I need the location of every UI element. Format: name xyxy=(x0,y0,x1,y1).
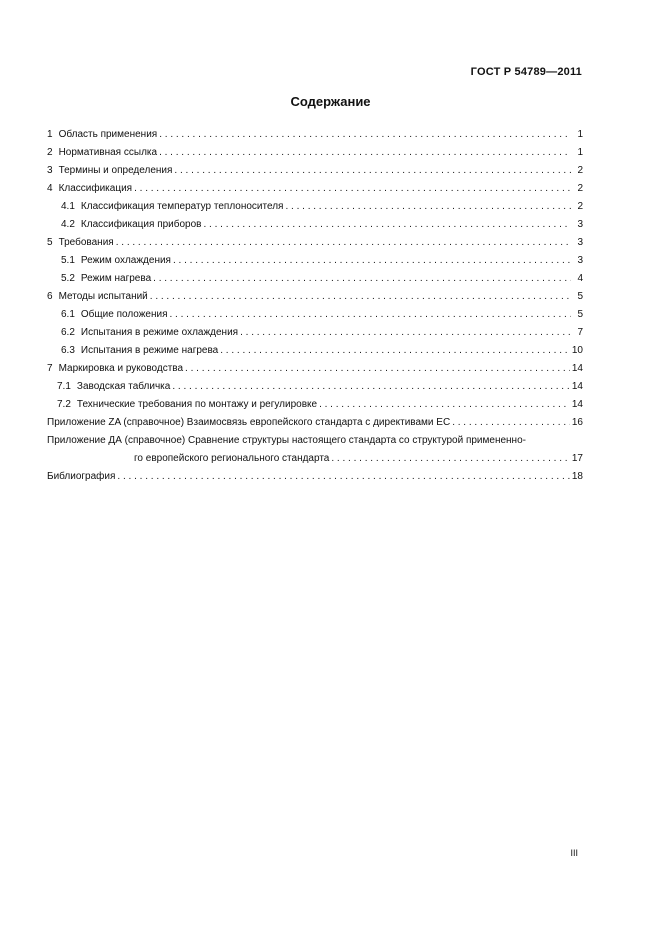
toc-label: Режим нагрева xyxy=(80,273,152,284)
toc-page: 7 xyxy=(577,327,583,338)
toc-entry-4-2[interactable] xyxy=(47,216,583,234)
leader-dots xyxy=(240,324,571,342)
toc-page: 14 xyxy=(571,381,583,392)
toc-number: 6 xyxy=(47,291,53,302)
toc-number: 1 xyxy=(47,129,53,140)
leader-dots xyxy=(170,306,572,324)
toc-number: 4.1 xyxy=(61,201,75,212)
toc-bibliography[interactable] xyxy=(47,468,583,486)
toc-appendix-da[interactable] xyxy=(47,432,583,468)
toc-page: 3 xyxy=(577,237,583,248)
toc-entry-6-3[interactable] xyxy=(47,342,583,360)
toc-page: 10 xyxy=(571,345,583,356)
toc-number: 7 xyxy=(47,363,53,374)
toc-page: 1 xyxy=(577,129,583,140)
toc-number: 6.3 xyxy=(61,345,75,356)
toc-entry-6-2[interactable] xyxy=(47,324,583,342)
leader-dots xyxy=(331,450,570,468)
toc-entry-7-2[interactable] xyxy=(47,396,583,414)
leader-dots xyxy=(174,162,571,180)
leader-dots xyxy=(203,216,571,234)
toc-page: 2 xyxy=(577,165,583,176)
toc-number: 7.1 xyxy=(57,381,71,392)
table-of-contents xyxy=(47,126,583,486)
toc-page: 4 xyxy=(577,273,583,284)
leader-dots xyxy=(153,270,571,288)
leader-dots xyxy=(150,288,571,306)
leader-dots xyxy=(159,126,571,144)
toc-entry-7-1[interactable] xyxy=(47,378,583,396)
toc-label: Приложение ZA (справочное) Взаимосвязь европейского стандарта с директивами ЕС xyxy=(47,417,451,428)
toc-label: Классификация xyxy=(58,183,133,194)
leader-dots xyxy=(159,144,571,162)
toc-label: Испытания в режиме нагрева xyxy=(80,345,219,356)
toc-label: Требования xyxy=(58,237,114,248)
toc-number: 5.2 xyxy=(61,273,75,284)
toc-label: Испытания в режиме охлаждения xyxy=(80,327,239,338)
toc-page: 17 xyxy=(571,453,583,464)
toc-label: Маркировка и руководства xyxy=(58,363,184,374)
toc-entry-1[interactable] xyxy=(47,126,583,144)
toc-number: 5.1 xyxy=(61,255,75,266)
toc-label: Режим охлаждения xyxy=(80,255,171,266)
toc-number: 4 xyxy=(47,183,53,194)
toc-entry-7[interactable] xyxy=(47,360,583,378)
toc-page: 2 xyxy=(577,183,583,194)
leader-dots xyxy=(452,414,570,432)
toc-page: 1 xyxy=(577,147,583,158)
leader-dots xyxy=(173,252,571,270)
leader-dots xyxy=(285,198,571,216)
toc-entry-4[interactable] xyxy=(47,180,583,198)
toc-label: Библиография xyxy=(47,471,116,482)
page-title: Содержание xyxy=(290,94,371,109)
toc-entry-5[interactable] xyxy=(47,234,583,252)
leader-dots xyxy=(134,180,571,198)
toc-appendix-za[interactable] xyxy=(47,414,583,432)
toc-label: Технические требования по монтажу и регулировке xyxy=(76,399,318,410)
toc-label: Область применения xyxy=(58,129,158,140)
toc-page: 14 xyxy=(571,363,583,374)
toc-number: 4.2 xyxy=(61,219,75,230)
toc-entry-4-1[interactable] xyxy=(47,198,583,216)
page-number: III xyxy=(570,848,578,858)
toc-label-line2: го европейского регионального стандарта xyxy=(134,453,330,464)
toc-label: Общие положения xyxy=(80,309,168,320)
toc-label: Классификация приборов xyxy=(80,219,202,230)
leader-dots xyxy=(220,342,570,360)
toc-number: 5 xyxy=(47,237,53,248)
toc-number: 6.1 xyxy=(61,309,75,320)
toc-page: 2 xyxy=(577,201,583,212)
toc-number: 7.2 xyxy=(57,399,71,410)
toc-page: 14 xyxy=(571,399,583,410)
toc-entry-5-2[interactable] xyxy=(47,270,583,288)
toc-entry-5-1[interactable] xyxy=(47,252,583,270)
leader-dots xyxy=(185,360,570,378)
toc-label: Методы испытаний xyxy=(58,291,148,302)
toc-page: 3 xyxy=(577,219,583,230)
toc-label: Термины и определения xyxy=(58,165,173,176)
toc-label: Заводская табличка xyxy=(76,381,171,392)
toc-page: 3 xyxy=(577,255,583,266)
leader-dots xyxy=(319,396,570,414)
toc-page: 5 xyxy=(577,291,583,302)
toc-page: 16 xyxy=(571,417,583,428)
leader-dots xyxy=(172,378,570,396)
toc-number: 6.2 xyxy=(61,327,75,338)
toc-number: 3 xyxy=(47,165,53,176)
toc-entry-6-1[interactable] xyxy=(47,306,583,324)
leader-dots xyxy=(116,234,571,252)
toc-number: 2 xyxy=(47,147,53,158)
leader-dots xyxy=(117,468,569,486)
document-header: ГОСТ Р 54789—2011 xyxy=(470,66,582,78)
toc-label: Классификация температур теплоносителя xyxy=(80,201,284,212)
toc-page: 18 xyxy=(571,471,583,482)
toc-entry-3[interactable] xyxy=(47,162,583,180)
toc-page: 5 xyxy=(577,309,583,320)
toc-entry-6[interactable] xyxy=(47,288,583,306)
toc-entry-2[interactable] xyxy=(47,144,583,162)
toc-label-line1: Приложение ДА (справочное) Сравнение структуры настоящего стандарта со структурой примененно- xyxy=(47,435,526,446)
toc-label: Нормативная ссылка xyxy=(58,147,158,158)
